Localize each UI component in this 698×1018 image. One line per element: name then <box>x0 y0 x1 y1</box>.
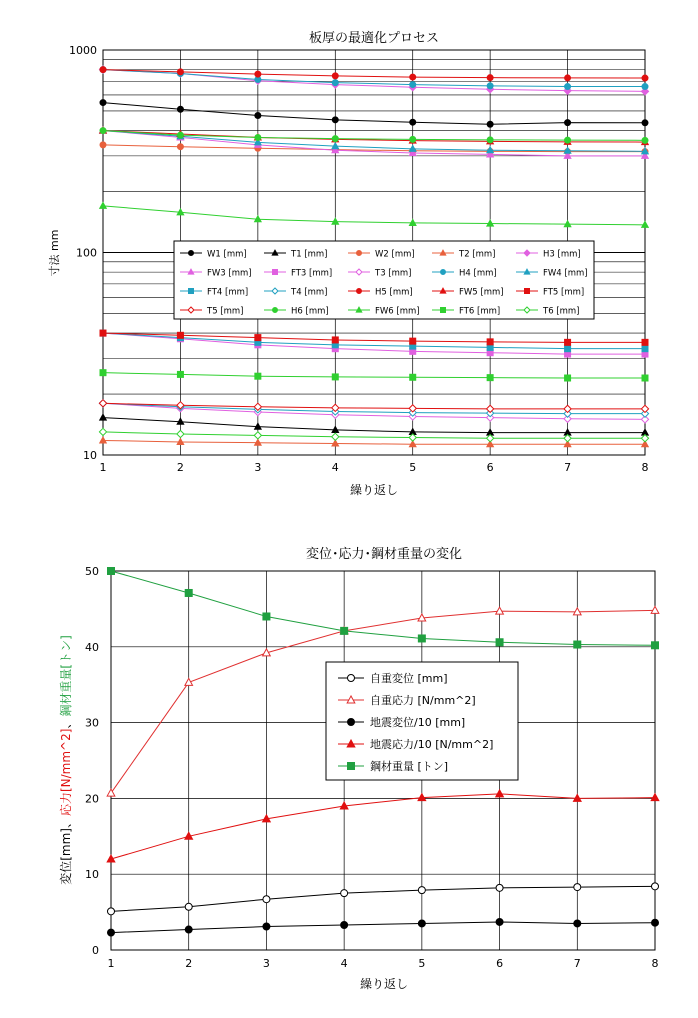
chart1-series-line <box>103 418 645 433</box>
chart1-data-point <box>100 67 106 73</box>
chart2-x-tick-label: 4 <box>340 957 348 970</box>
chart2-x-tick-label: 8 <box>651 957 659 970</box>
chart2-x-tick-label: 7 <box>573 957 581 970</box>
chart2-data-point <box>341 890 348 897</box>
chart1-data-point <box>332 374 338 380</box>
chart2-data-point <box>496 884 503 891</box>
chart1-legend-label: T3 [mm] <box>375 268 412 279</box>
chart1-data-point <box>332 337 338 343</box>
chart2-data-point <box>418 635 425 642</box>
chart1-data-point <box>565 346 571 352</box>
chart1-data-point <box>409 434 416 441</box>
chart2-data-point <box>418 920 425 927</box>
chart1-data-point <box>332 433 339 440</box>
chart2-y-tick-label: 50 <box>85 565 99 578</box>
chart1-data-point <box>565 339 571 345</box>
chart2-y-tick-label: 10 <box>85 868 99 882</box>
chart2-y-axis-label-part-0: 変位[mm]、 <box>59 816 73 885</box>
chart1-legend-label: H3 [mm] <box>543 249 581 260</box>
chart1-data-point <box>99 400 106 407</box>
chart1-x-tick-label: 4 <box>331 461 339 474</box>
chart1-data-point <box>487 121 493 127</box>
chart1-title: 板厚の最適化プロセス <box>308 31 440 46</box>
chart2-series-4 <box>108 568 659 649</box>
chart1-legend-marker <box>525 289 530 294</box>
chart2-data-point <box>496 607 504 614</box>
chart1-data-point <box>332 117 338 123</box>
chart1-y-tick-label: 10 <box>83 449 97 462</box>
chart1-series-16 <box>100 128 648 144</box>
chart1-data-point <box>642 375 648 381</box>
chart1-data-point <box>100 142 106 148</box>
chart1-data-point <box>410 136 416 142</box>
chart1-data-point <box>487 435 494 442</box>
chart1-data-point <box>642 84 648 90</box>
chart1-data-point <box>487 137 493 143</box>
chart1-legend-marker <box>273 308 278 313</box>
chart1-series-0 <box>100 100 648 128</box>
chart1-data-point <box>410 74 416 80</box>
chart2-data-point <box>108 929 115 936</box>
chart2-data-point <box>341 921 348 928</box>
chart2-data-point <box>418 887 425 894</box>
chart1-data-point <box>642 75 648 81</box>
chart1-y-tick-label: 1000 <box>69 44 97 57</box>
chart1-data-point <box>100 100 106 106</box>
chart1-data-point <box>410 338 416 344</box>
chart2-legend-marker <box>348 763 355 770</box>
chart2-y-tick-label: 20 <box>85 792 99 806</box>
chart-displacement-stress-weight <box>0 500 698 1018</box>
chart2-data-point <box>652 883 659 890</box>
chart1-data-point <box>255 71 261 77</box>
chart2-series-line <box>111 794 655 859</box>
chart2-data-point <box>574 884 581 891</box>
chart1-data-point <box>642 339 648 345</box>
chart2-x-tick-label: 2 <box>185 957 193 970</box>
chart1-legend-label: FT3 [mm] <box>291 268 333 279</box>
chart1-data-point <box>642 120 648 126</box>
chart1-data-point <box>99 428 106 435</box>
chart1-data-point <box>564 435 571 442</box>
chart1-data-point <box>410 374 416 380</box>
chart2-data-point <box>185 903 192 910</box>
chart2-legend-label: 自重応力 [N/mm^2] <box>370 694 476 707</box>
chart1-data-point <box>177 69 183 75</box>
chart1-x-axis-label: 繰り返し <box>349 483 399 497</box>
chart1-legend-label: T2 [mm] <box>459 249 496 260</box>
chart1-series-12 <box>100 67 648 81</box>
chart1-series-line <box>103 373 645 378</box>
chart2-series-0 <box>108 883 659 915</box>
chart1-data-point <box>487 83 493 89</box>
chart1-data-point <box>641 435 648 442</box>
chart1-x-tick-label: 5 <box>409 461 417 474</box>
chart1-data-point <box>254 432 261 439</box>
chart2-y-axis-label-part-3: 鋼材重量[トン] <box>59 635 73 717</box>
chart1-data-point <box>255 112 261 118</box>
chart1-series-line <box>103 70 645 92</box>
chart-thickness-optimization <box>0 0 698 500</box>
chart1-data-point <box>100 330 106 336</box>
chart1-legend-label: FW4 [mm] <box>543 268 588 279</box>
chart1-data-point <box>332 136 338 142</box>
chart1-legend-label: T5 [mm] <box>207 306 244 317</box>
chart1-data-point <box>410 119 416 125</box>
chart1-legend-label: FT4 [mm] <box>207 287 249 298</box>
chart1-y-tick-label: 100 <box>76 246 97 260</box>
chart1-x-tick-label: 8 <box>641 461 649 474</box>
chart2-data-point <box>652 642 659 649</box>
chart2-series-line <box>111 571 655 645</box>
chart2-title: 変位･応力･鋼材重量の変化 <box>305 547 463 562</box>
chart1-legend-marker <box>357 251 362 256</box>
chart1-series-18 <box>100 370 648 381</box>
chart1-legend-label: W1 [mm] <box>207 249 247 260</box>
chart1-legend-marker <box>189 251 194 256</box>
chart2-data-point <box>185 589 192 596</box>
chart1-series-line <box>103 333 645 354</box>
chart2-x-tick-label: 6 <box>496 957 504 970</box>
chart1-legend-label: H5 [mm] <box>375 287 413 298</box>
chart1-data-point <box>564 405 571 412</box>
chart1-data-point <box>100 128 106 134</box>
chart2-data-point <box>652 919 659 926</box>
chart1-data-point <box>177 430 184 437</box>
chart2-data-point <box>496 918 503 925</box>
chart1-legend-marker <box>357 289 362 294</box>
chart1-data-point <box>565 120 571 126</box>
chart1-data-point <box>100 202 107 208</box>
chart1-data-point <box>332 80 338 86</box>
chart1-data-point <box>177 371 183 377</box>
chart1-x-tick-label: 3 <box>254 461 262 474</box>
chart2-y-axis-label <box>58 635 73 885</box>
chart2-data-point <box>574 641 581 648</box>
chart2-legend-label: 地震変位/10 [mm] <box>370 716 466 729</box>
chart1-legend-label: FT6 [mm] <box>459 306 501 317</box>
chart1-data-point <box>100 370 106 376</box>
chart2-x-tick-label: 3 <box>262 957 270 970</box>
chart2-data-point <box>263 613 270 620</box>
chart1-series-14 <box>100 330 648 345</box>
chart2-y-tick-label: 30 <box>85 716 99 730</box>
chart1-legend-label: T6 [mm] <box>543 306 580 317</box>
chart2-data-point <box>341 627 348 634</box>
chart1-data-point <box>565 75 571 81</box>
chart2-data-point <box>263 923 270 930</box>
chart2-y-axis-label-part-2: 、 <box>59 716 73 729</box>
chart2-data-point <box>496 790 504 797</box>
chart1-data-point <box>255 373 261 379</box>
chart1-data-point <box>100 414 107 420</box>
chart2-legend-marker <box>348 675 355 682</box>
chart1-legend-marker <box>273 270 278 275</box>
chart1-data-point <box>255 134 261 140</box>
chart1-data-point <box>641 405 648 412</box>
chart1-y-axis-label: 寸法 mm <box>48 229 61 277</box>
chart2-data-point <box>108 908 115 915</box>
chart1-data-point <box>177 144 183 150</box>
chart2-legend-marker <box>348 719 355 726</box>
chart1-legend-label: W2 [mm] <box>375 249 415 260</box>
chart1-legend-label: FW6 [mm] <box>375 306 420 317</box>
chart1-series-line <box>103 103 645 125</box>
chart2-series-2 <box>108 918 659 936</box>
chart2-legend <box>326 662 518 780</box>
chart1-data-point <box>565 375 571 381</box>
chart1-data-point <box>487 375 493 381</box>
chart1-legend-marker <box>441 270 446 275</box>
chart1-series-line <box>103 206 645 225</box>
chart2-legend-label: 自重変位 [mm] <box>370 672 448 685</box>
chart2-data-point <box>496 639 503 646</box>
chart2-series-3 <box>107 790 659 862</box>
chart1-x-tick-label: 1 <box>99 461 107 474</box>
chart1-legend-label: T1 [mm] <box>291 249 328 260</box>
chart1-legend-label: H4 [mm] <box>459 268 497 279</box>
chart2-y-axis-label-part-1: 応力[N/mm^2] <box>59 728 73 817</box>
chart1-legend-label: FW3 [mm] <box>207 268 252 279</box>
chart1-data-point <box>487 75 493 81</box>
chart1-data-point <box>565 84 571 90</box>
chart1-data-point <box>642 137 648 143</box>
chart1-legend-marker <box>189 289 194 294</box>
chart1-legend-label: T4 [mm] <box>291 287 328 298</box>
chart2-x-axis-label: 繰り返し <box>359 977 409 991</box>
chart2-data-point <box>651 606 659 613</box>
chart1-legend-marker <box>441 308 446 313</box>
chart1-data-point <box>255 335 261 341</box>
chart1-data-point <box>177 332 183 338</box>
chart2-data-point <box>263 896 270 903</box>
chart1-x-tick-label: 7 <box>564 461 572 474</box>
chart2-x-tick-label: 5 <box>418 957 426 970</box>
chart1-data-point <box>177 106 183 112</box>
chart2-legend-label: 鋼材重量 [トン] <box>370 760 449 773</box>
chart1-legend-label: FT5 [mm] <box>543 287 585 298</box>
chart2-data-point <box>108 568 115 575</box>
chart1-x-tick-label: 2 <box>176 461 184 474</box>
chart1-data-point <box>332 73 338 79</box>
chart2-data-point <box>574 920 581 927</box>
chart2-legend-label: 地震応力/10 [N/mm^2] <box>370 738 494 751</box>
chart2-y-tick-label: 40 <box>85 640 99 654</box>
chart2-data-point <box>651 794 659 801</box>
chart1-legend-label: FW5 [mm] <box>459 287 504 298</box>
chart1-data-point <box>410 82 416 88</box>
chart2-y-tick-label: 0 <box>92 944 99 957</box>
chart1-series-17 <box>100 202 649 227</box>
chart2-data-point <box>185 926 192 933</box>
chart1-x-tick-label: 6 <box>486 461 494 474</box>
chart1-data-point <box>177 132 183 138</box>
chart1-legend <box>174 241 594 319</box>
chart1-series-line <box>103 440 645 444</box>
chart1-data-point <box>642 346 648 352</box>
chart1-data-point <box>487 339 493 345</box>
chart2-x-tick-label: 1 <box>107 957 115 970</box>
chart1-data-point <box>565 137 571 143</box>
chart1-legend-label: H6 [mm] <box>291 306 329 317</box>
